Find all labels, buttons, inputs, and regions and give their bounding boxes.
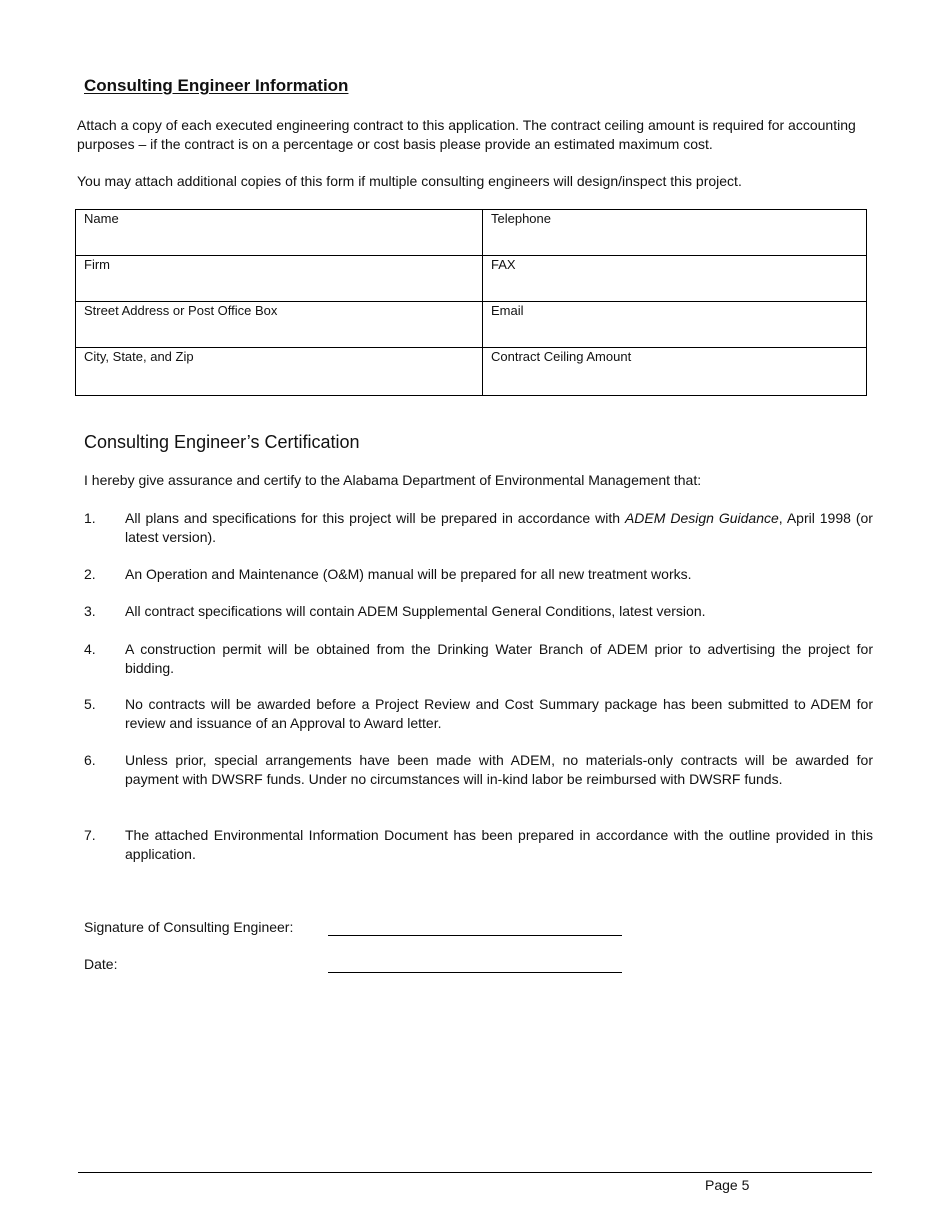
field-label: Street Address or Post Office Box bbox=[84, 303, 278, 318]
field-label: Telephone bbox=[491, 211, 551, 226]
item-number: 7. bbox=[84, 827, 96, 843]
table-row bbox=[76, 210, 867, 256]
date-label: Date: bbox=[84, 956, 118, 972]
table-row bbox=[76, 302, 867, 348]
contract-ceiling-field[interactable] bbox=[483, 348, 867, 396]
item-text: No contracts will be awarded before a Project Review and Cost Summary package has been submitted to ADEM for review and issuance of an Approval to Award letter. bbox=[125, 696, 873, 731]
item-text: A construction permit will be obtained from the Drinking Water Branch of ADEM prior to advertising the project for bidding. bbox=[125, 641, 873, 676]
item-text: Unless prior, special arrangements have been made with ADEM, no materials-only contracts will be awarded for payment with DWSRF funds. Under no circumstances will in-kind labor be reimbursed with DWSRF funds. bbox=[125, 752, 873, 787]
certification-item bbox=[84, 640, 873, 677]
item-number: 5. bbox=[84, 696, 96, 712]
email-field[interactable] bbox=[483, 302, 867, 348]
city-state-zip-field[interactable] bbox=[76, 348, 483, 396]
engineer-info-table bbox=[75, 209, 867, 396]
table-row bbox=[76, 348, 867, 396]
assurance-statement: I hereby give assurance and certify to the Alabama Department of Environmental Management that: bbox=[84, 472, 702, 488]
item-text: The attached Environmental Information Document has been prepared in accordance with the outline provided in this application. bbox=[125, 827, 873, 862]
intro-paragraph: Attach a copy of each executed engineering contract to this application. The contract ceiling amount is required for accounting purposes – if the contract is on a percentage or cost basis please provide an estimated maximum cost. bbox=[77, 117, 856, 152]
signature-line[interactable] bbox=[328, 935, 622, 936]
certification-item bbox=[84, 565, 873, 584]
name-field[interactable] bbox=[76, 210, 483, 256]
field-label: Contract Ceiling Amount bbox=[491, 349, 632, 364]
page-number: Page 5 bbox=[705, 1177, 750, 1193]
item-number: 2. bbox=[84, 566, 96, 582]
field-label: FAX bbox=[491, 257, 516, 272]
section-title: Consulting Engineer Information bbox=[84, 76, 349, 95]
certification-item bbox=[84, 695, 873, 732]
street-address-field[interactable] bbox=[76, 302, 483, 348]
certification-item bbox=[84, 751, 873, 788]
signature-label: Signature of Consulting Engineer: bbox=[84, 919, 294, 935]
field-label: Name bbox=[84, 211, 119, 226]
item-number: 1. bbox=[84, 510, 96, 526]
field-label: Email bbox=[491, 303, 524, 318]
item-text: All contract specifications will contain ADEM Supplemental General Conditions, latest version. bbox=[125, 603, 706, 619]
field-label: City, State, and Zip bbox=[84, 349, 194, 364]
item-text: All plans and specifications for this project will be prepared in accordance with ADEM Design Guidance, April 1998 (or latest version). bbox=[125, 510, 873, 545]
table-row bbox=[76, 256, 867, 302]
item-number: 4. bbox=[84, 641, 96, 657]
certification-item bbox=[84, 602, 873, 621]
footer-divider bbox=[78, 1172, 872, 1173]
field-label: Firm bbox=[84, 257, 110, 272]
item-text: An Operation and Maintenance (O&M) manual will be prepared for all new treatment works. bbox=[125, 566, 692, 582]
multiple-engineers-note: You may attach additional copies of this form if multiple consulting engineers will design/inspect this project. bbox=[77, 173, 742, 189]
telephone-field[interactable] bbox=[483, 210, 867, 256]
date-line[interactable] bbox=[328, 972, 622, 973]
item-number: 3. bbox=[84, 603, 96, 619]
certification-item bbox=[84, 826, 873, 863]
firm-field[interactable] bbox=[76, 256, 483, 302]
certification-heading: Consulting Engineer’s Certification bbox=[84, 432, 360, 452]
design-guidance-title: ADEM Design Guidance bbox=[624, 510, 779, 526]
item-number: 6. bbox=[84, 752, 96, 768]
certification-item bbox=[84, 509, 873, 546]
fax-field[interactable] bbox=[483, 256, 867, 302]
